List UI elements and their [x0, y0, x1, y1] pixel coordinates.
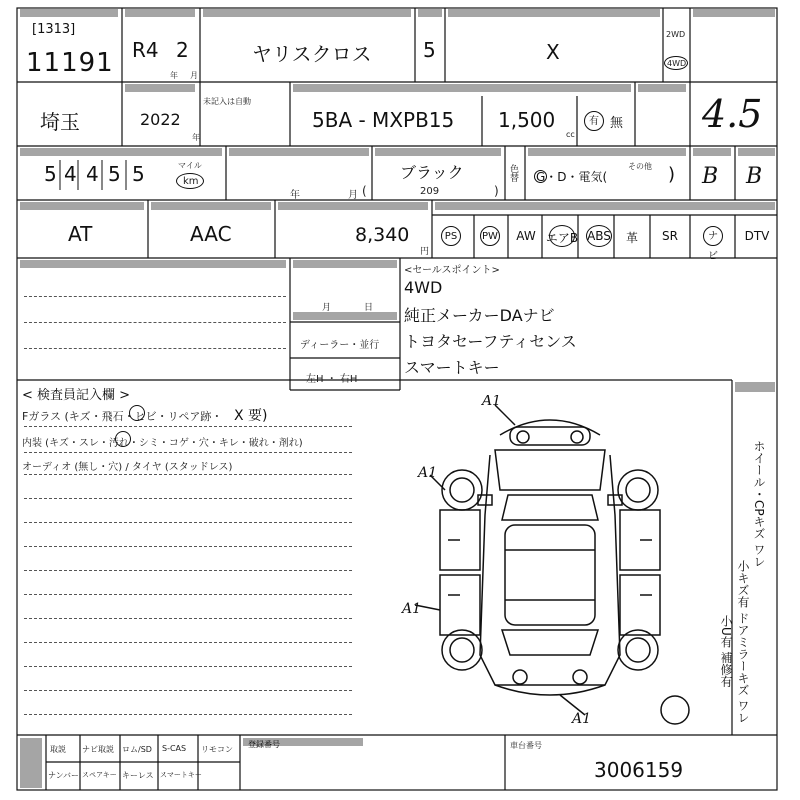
sales-point-3: トヨタセーフティセンス: [404, 332, 577, 351]
import-type: ディーラー・並行: [300, 340, 380, 351]
side-note-repair: 小U有 補修有: [719, 615, 733, 688]
exterior-grade: B: [746, 164, 763, 189]
roof: [505, 525, 595, 625]
footer-item-scas: S-CAS: [162, 744, 187, 753]
equip-navi-label: ナビ: [708, 231, 718, 262]
windshield: [502, 495, 598, 520]
first-reg-note: 未記入は自動: [203, 97, 251, 106]
shaken-month: 月: [348, 190, 358, 201]
inspector-line: [24, 522, 352, 523]
displacement: 1,500: [498, 108, 556, 132]
transmission: AT: [68, 222, 93, 246]
taillight-right: [573, 670, 587, 684]
lot-number: 11191: [26, 48, 114, 78]
mileage-digit-4: 5: [108, 162, 121, 186]
footer-item-smart-key: スマートキー: [160, 771, 202, 779]
turbo-yes-circle: [584, 111, 604, 131]
drive-2wd: 2WD: [666, 30, 686, 39]
yen-unit: 円: [420, 247, 430, 257]
inspector-line-1: Fガラス (キズ・飛石・ヒビ・リペア跡・: [22, 410, 223, 423]
turbo-yes: 有: [589, 116, 599, 127]
footer-item-number: ナンバー: [48, 771, 80, 780]
inspector-line-2: 内装 (キズ・スレ・汚れ・シミ・コゲ・穴・キレ・破れ・剤れ): [22, 438, 303, 449]
evaluation-score: 4.5: [702, 92, 763, 136]
reg-month: 月: [322, 303, 332, 313]
car-diagram: [400, 395, 700, 730]
side-note-wheel: ホイール・CPキズ ワレ: [752, 440, 766, 568]
damage-mark-front: A1: [482, 395, 502, 409]
wheel-front-left: [442, 470, 482, 510]
steering: 左H ・ 右H: [306, 374, 358, 385]
sales-point-1: 4WD: [404, 278, 443, 297]
inspector-line: [24, 546, 352, 547]
headlight-right: [571, 431, 583, 443]
month-unit: 月: [190, 71, 198, 80]
wheel-rear-left: [442, 630, 482, 670]
footer-item-spare-key: スペアキー: [82, 771, 117, 779]
footer-item-navi-manual: ナビ取説: [82, 745, 114, 754]
inspector-line: [24, 714, 352, 715]
note-line: [24, 322, 286, 323]
equip-ps-label: PS: [444, 231, 458, 242]
shaken-year: 年: [290, 190, 300, 201]
cc-unit: cc: [566, 130, 575, 139]
sales-point-2: 純正メーカーDAナビ: [404, 306, 555, 325]
reg-number-label: 登録番号: [248, 740, 280, 749]
grade: X: [546, 40, 560, 64]
equip-aw: AW: [516, 229, 536, 243]
footer-item-rom-sd: ロム/SD: [122, 745, 152, 754]
taillight-left: [513, 670, 527, 684]
color-paren-close: ): [494, 184, 499, 198]
mileage-unit-mile: マイル: [178, 161, 202, 170]
wheel-rear-right: [618, 630, 658, 670]
fuel: G・D・電気(: [536, 170, 608, 184]
inspector-line: [24, 452, 352, 453]
prefecture: 埼玉: [40, 110, 80, 134]
year-unit-2: 年: [192, 133, 200, 142]
color-paren-open: (: [362, 184, 367, 198]
damage-mark-rear: A1: [572, 711, 592, 727]
inspector-line: [24, 642, 352, 643]
equip-abs: ABS: [587, 229, 611, 243]
inspector-title: < 検査員記入欄 >: [22, 388, 131, 403]
equip-navi: [703, 226, 723, 262]
inspector-line: [24, 666, 352, 667]
footer-item-manual: 取説: [50, 745, 66, 754]
door-rear-right: [620, 575, 660, 635]
wheel-front-right: [618, 470, 658, 510]
mileage-unit-km: km: [183, 176, 199, 187]
door-rear-left: [440, 575, 480, 635]
footer-item-keyless: キーレス: [122, 771, 154, 780]
equip-airbag: エアB: [545, 231, 579, 245]
inspector-line: [24, 474, 352, 475]
doors: 5: [423, 38, 436, 62]
inspector-line: [24, 426, 352, 427]
note-line: [24, 348, 286, 349]
chassis-number: 3006159: [594, 758, 684, 782]
footer-item-remote: リモコン: [201, 745, 233, 754]
rear-window: [502, 630, 598, 655]
aircon: AAC: [190, 222, 232, 246]
headlight-left: [517, 431, 529, 443]
inspector-line: [24, 570, 352, 571]
equip-pw-label: PW: [482, 231, 498, 242]
note-line: [24, 296, 286, 297]
reg-day: 日: [364, 303, 374, 313]
mileage-digit-5: 5: [132, 162, 145, 186]
stain-circle: [115, 431, 131, 447]
side-note-mirror: 小キズ有 ドアミラーキズ ワレ: [736, 560, 750, 724]
fuel-other: その他: [628, 162, 652, 171]
damage-mark-rear-left: A1: [402, 601, 422, 617]
lot-bracket: [1313]: [32, 22, 76, 37]
car-name: ヤリスクロス: [252, 42, 372, 66]
fuel-close: ): [668, 164, 676, 185]
inspector-line: [24, 594, 352, 595]
mileage-digit-3: 4: [86, 162, 99, 186]
chassis-label: 車台番号: [510, 741, 542, 750]
year-era: R4: [132, 38, 159, 62]
flying-stone-circle: [129, 405, 145, 421]
color-change-label: 色替: [508, 164, 518, 182]
year-unit: 年: [170, 71, 178, 80]
equip-leather: 革: [625, 231, 638, 245]
turbo-no: 無: [610, 116, 624, 131]
hood: [495, 450, 605, 490]
inspector-line: [24, 618, 352, 619]
damage-mark-front-left: A1: [418, 465, 438, 481]
mileage-digit-2: 4: [64, 162, 77, 186]
equip-pw: [480, 226, 500, 246]
sales-points-title: <セールスポイント>: [404, 265, 500, 276]
mileage-digit-1: 5: [44, 162, 57, 186]
color-code: 209: [420, 186, 440, 197]
rear-bumper: [495, 685, 605, 695]
inspector-line: [24, 690, 352, 691]
model-code: 5BA - MXPB15: [312, 108, 455, 132]
inspector-line-1-mark: X 要): [234, 408, 268, 424]
sales-point-4: スマートキー: [404, 358, 500, 377]
inspector-line: [24, 498, 352, 499]
color: ブラック: [400, 163, 464, 182]
month: 2: [176, 38, 189, 62]
drive-4wd: 4WD: [667, 59, 687, 68]
equip-dtv: DTV: [744, 229, 770, 243]
inspector-line-3: オーディオ (無し・穴) / タイヤ (スタッドレス): [22, 462, 233, 473]
equip-sunroof: SR: [662, 229, 678, 243]
interior-grade: B: [702, 164, 719, 189]
recycle-fee: 8,340: [355, 224, 410, 246]
equip-ps: [441, 226, 461, 246]
spare-tire: [661, 696, 689, 724]
year-western: 2022: [140, 110, 181, 129]
